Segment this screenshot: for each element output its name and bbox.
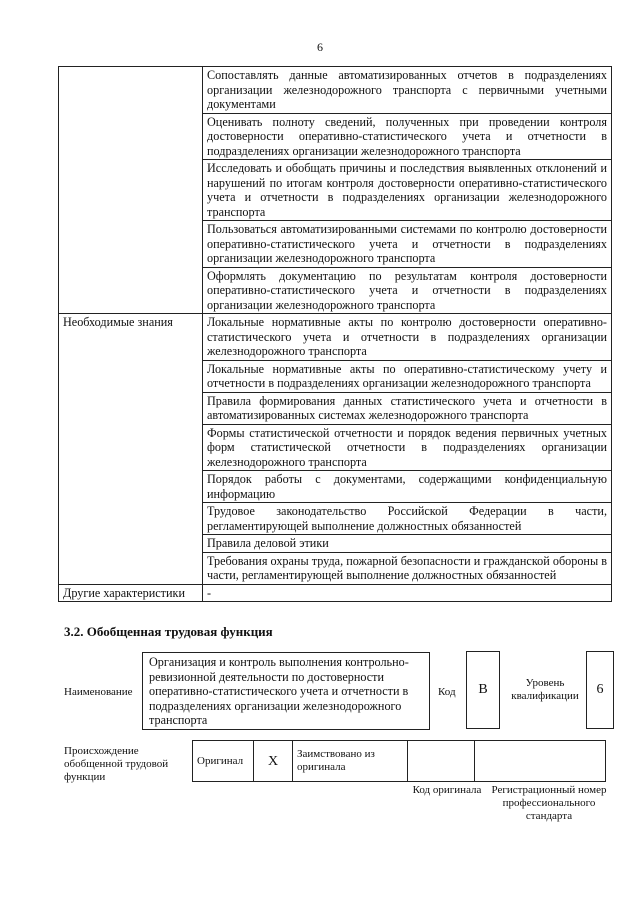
knowledge-row: Правила формирования данных статистического учета и отчетности в автоматизированных системах железнодорожного транспорта — [203, 392, 612, 424]
skill-row: Сопоставлять данные автоматизированных отчетов в подразделениях организации железнодорожного транспорта с первичными учетными документами — [203, 67, 612, 114]
origin-label: Происхождение обобщенной трудовой функции — [64, 745, 169, 783]
original-mark: X — [254, 741, 293, 782]
knowledge-row: Порядок работы с документами, содержащими конфиденциальную информацию — [203, 471, 612, 503]
skill-row: Оценивать полноту сведений, полученных при проведении контроля достоверности оперативно-статистического учета и отчетности в подразделениях организации железнодорожного транспорта — [203, 113, 612, 160]
original-label: Оригинал — [193, 741, 254, 782]
table-row — [59, 584, 612, 602]
other-value: - — [203, 584, 612, 602]
skill-row: Исследовать и обобщать причины и последствия выявленных отклонений и нарушений по итогам контроля достоверности оперативно-статистического учета и отчетности в подразделениях организации железнодорожного транспорта — [203, 160, 612, 221]
knowledge-row: Трудовое законодательство Российской Федерации в части, регламентирующей выполнение должностных обязанностей — [203, 503, 612, 535]
knowledge-row: Формы статистической отчетности и порядок ведения первичных учетных форм статистической отчетности в подразделениях организации железнодорожного транспорта — [203, 424, 612, 471]
reg-number-cell — [475, 741, 606, 782]
section-title: 3.2. Обобщенная трудовая функция — [64, 624, 273, 639]
level-label: Уровень квалификации — [511, 677, 579, 702]
knowledge-row: Требования охраны труда, пожарной безопасности и гражданской обороны в части, регламентирующей выполнение должностных обязанностей — [203, 552, 612, 584]
name-label: Наименование — [64, 686, 133, 698]
skill-row: Оформлять документацию по результатам контроля достоверности оперативно-статистического учета и отчетности в подразделениях организации железнодорожного транспорта — [203, 267, 612, 314]
code-original-cell — [408, 741, 475, 782]
skills-knowledge-table — [58, 66, 612, 602]
origin-table — [192, 740, 606, 782]
knowledge-row: Локальные нормативные акты по контролю достоверности оперативно-статистического учета и отчетности в подразделениях организации железнодорожного транспорта — [203, 314, 612, 361]
page-number: 6 — [317, 40, 323, 54]
knowledge-row: Локальные нормативные акты по оперативно-статистическому учету и отчетности в подразделениях организации железнодорожного транспорта — [203, 360, 612, 392]
code-label: Код — [438, 686, 456, 698]
borrowed-label: Заимствовано из оригинала — [293, 741, 408, 782]
code-original-caption: Код оригинала — [412, 784, 482, 796]
function-name-box: Организация и контроль выполнения контрольно-ревизионной деятельности по достоверности оперативно-статистического учета и отчетности в подразделениях организации железнодорожного транспорта — [142, 652, 430, 730]
skills-label-cell — [59, 67, 203, 314]
other-label: Другие характеристики — [59, 584, 203, 602]
code-value-box: B — [466, 651, 500, 729]
skill-row: Пользоваться автоматизированными системами по контролю достоверности оперативно-статистического учета и отчетности в подразделениях организации железнодорожного транспорта — [203, 221, 612, 268]
table-row — [59, 314, 612, 361]
table-row — [193, 741, 606, 782]
knowledge-row: Правила деловой этики — [203, 535, 612, 553]
level-value-box: 6 — [586, 651, 614, 729]
knowledge-label: Необходимые знания — [59, 314, 203, 585]
table-row — [59, 67, 612, 114]
reg-number-caption: Регистрационный номер профессионального стандарта — [491, 784, 607, 822]
